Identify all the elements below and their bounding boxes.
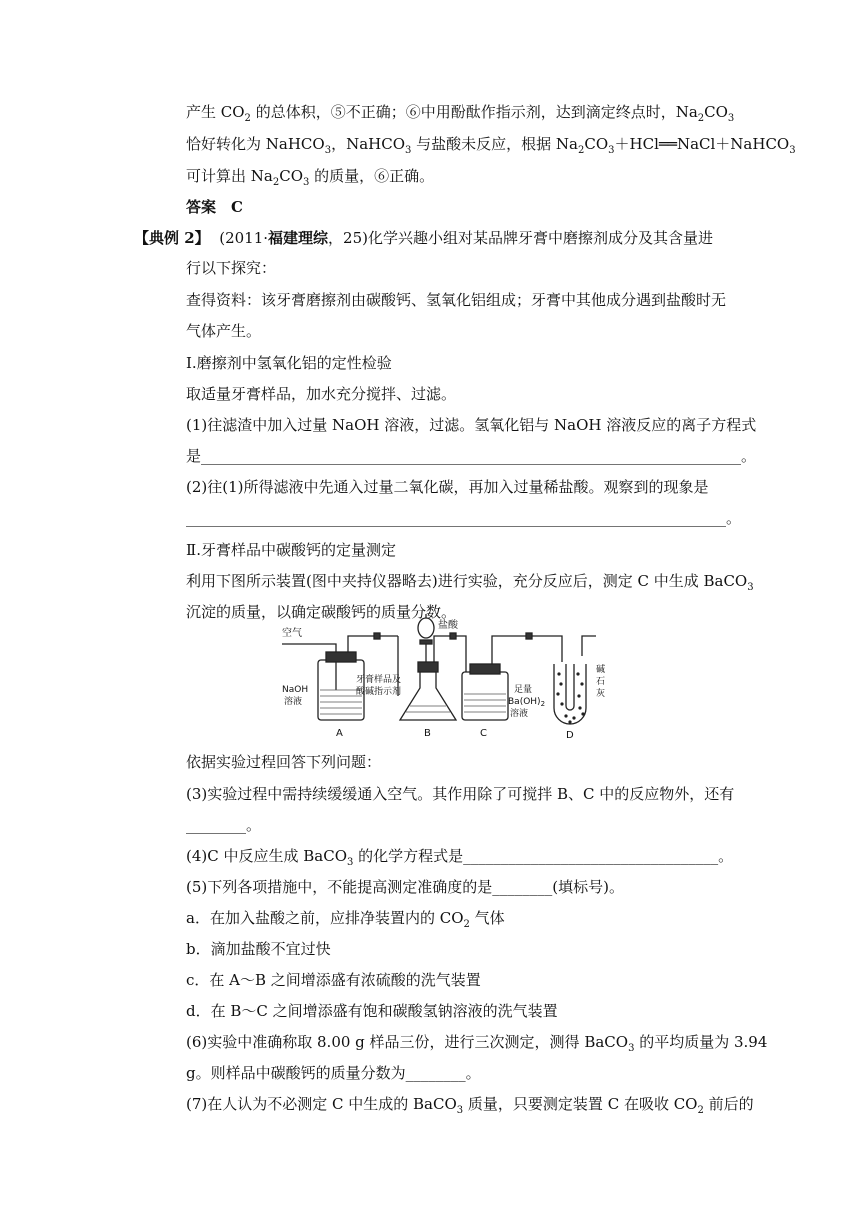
subscript: 3: [303, 177, 310, 188]
text: 的平均质量为 3.94: [634, 1033, 768, 1051]
text: 恰好转化为 NaHCO: [186, 135, 325, 153]
info-line-2: 气体产生。: [186, 322, 262, 340]
text: a．在加入盐酸之前，应排净装置内的 CO: [186, 909, 464, 927]
label-sample: 牙膏样品及: [356, 675, 402, 685]
subscript: 3: [747, 582, 754, 593]
question-3-line-2: ________。: [186, 816, 262, 834]
subscript: 3: [727, 113, 735, 124]
answer: 答案 C: [186, 198, 243, 216]
label-a: A: [336, 728, 343, 739]
text: ，25)化学兴趣小组对某品牌牙膏中磨擦剂成分及其含量进: [328, 229, 713, 247]
text: 的总体积，⑤不正确；⑥中用酚酞作指示剂，达到滴定终点时，Na: [250, 103, 698, 121]
info-line-1: 查得资料：该牙膏磨擦剂由碳酸钙、氢氧化铝组成；牙膏中其他成分遇到盐酸时无: [186, 291, 727, 309]
text: (7)在人认为不必测定 C 中生成的 BaCO: [186, 1095, 457, 1113]
option-b: b．滴加盐酸不宜过快: [186, 940, 331, 958]
example-header: [134, 228, 713, 248]
prev-line-3: [186, 166, 434, 186]
liquid-c: [464, 694, 506, 712]
question-6-line-1: [186, 1032, 767, 1052]
subscript: 3: [628, 1043, 635, 1054]
subscript: 3: [789, 145, 796, 156]
method-line-2: 沉淀的质量，以确定碳酸钙的质量分数。: [186, 603, 457, 621]
prev-line-1: [186, 102, 734, 122]
section-1-title: Ⅰ.磨擦剂中氢氧化铝的定性检验: [186, 354, 392, 372]
text: 利用下图所示装置(图中夹持仪器略去)进行实验，充分反应后，测定 C 中生成 BaCO: [186, 572, 748, 590]
baoh2-sub: 2: [540, 700, 546, 708]
text: CO: [584, 135, 609, 153]
funnel-valve: [420, 640, 432, 644]
question-4: [186, 846, 733, 866]
label-naoh: NaOH: [282, 685, 309, 695]
bottle-a-stopper: [326, 652, 356, 662]
example-line: 行以下探究：: [186, 259, 277, 277]
clamp-ab: [374, 633, 380, 639]
text: 的质量，⑥正确。: [309, 167, 435, 185]
subscript: 2: [697, 1105, 704, 1116]
subscript: 2: [578, 145, 585, 156]
question-7-line-1: [186, 1094, 754, 1114]
air-inlet-tube: [282, 644, 336, 690]
label-b: B: [424, 728, 431, 739]
option-c: c．在 A～B 之间增添盛有浓硫酸的洗气装置: [186, 971, 481, 989]
u-tube-d-inner: [566, 664, 574, 710]
text: 可计算出 Na: [186, 167, 273, 185]
label-air: 空气: [282, 628, 302, 639]
label-c: C: [480, 728, 487, 739]
subscript: 2: [463, 919, 470, 930]
liquid-b: [406, 706, 450, 712]
label-d: D: [566, 730, 574, 741]
question-1-line-1: (1)往滤渣中加入过量 NaOH 溶液，过滤。氢氧化铝与 NaOH 溶液反应的离子方程式: [186, 416, 757, 434]
question-2-line-1: (2)往(1)所得滤液中先通入过量二氧化碳，再加入过量稀盐酸。观察到的现象是: [186, 478, 709, 496]
step-line: 取适量牙膏样品，加水充分搅拌、过滤。: [186, 385, 457, 403]
text: (2011·: [219, 229, 269, 247]
subscript: 3: [405, 145, 412, 156]
question-2-line-2: ________________________________________________________________________。: [186, 509, 742, 527]
baoh2-text: Ba(OH): [508, 697, 541, 707]
subscript: 3: [324, 145, 332, 156]
section-2-title: Ⅱ.牙膏样品中碳酸钙的定量测定: [186, 541, 396, 559]
apparatus-figure: [278, 612, 618, 742]
text: 前后的: [703, 1095, 754, 1113]
subscript: 3: [608, 145, 615, 156]
text: 产生 CO: [186, 103, 245, 121]
label-acid: 盐酸: [438, 620, 458, 631]
subscript: 2: [244, 113, 251, 124]
subscript: 2: [697, 113, 705, 124]
label-baoh2: [508, 697, 545, 708]
text: (6)实验中准确称取 8.00 g 样品三份，进行三次测定，测得 BaCO: [186, 1033, 629, 1051]
clamp-bc: [450, 633, 456, 639]
label-indicator: 酸碱指示剂: [356, 687, 402, 697]
option-a: [186, 908, 505, 928]
subscript: 3: [456, 1105, 464, 1116]
bottle-c: [462, 672, 508, 720]
text: CO: [704, 103, 728, 121]
prev-line-2: [186, 134, 796, 154]
label-naoh-sol: 溶液: [284, 697, 303, 707]
question-6-line-2: g。则样品中碳酸钙的质量分数为________。: [186, 1064, 481, 1082]
text: 与盐酸未反应，根据 Na: [411, 135, 578, 153]
source-name: 福建理综: [268, 229, 329, 247]
clamp-cd: [526, 633, 532, 639]
subscript: 3: [347, 857, 354, 868]
text: (4)C 中反应生成 BaCO: [186, 847, 348, 865]
label-lime-2: 石: [596, 677, 606, 687]
example-tag: 【典例 2】: [134, 229, 210, 247]
liquid-lines: [320, 690, 506, 714]
outlet-tube: [582, 636, 596, 656]
flask-b: [400, 670, 456, 720]
tube-c-d: [492, 636, 562, 664]
label-excess: 足量: [514, 685, 533, 695]
text: ＋HCl══NaCl＋NaHCO: [614, 135, 790, 153]
question-1-line-2: 是________________________________________________________________________。: [186, 447, 757, 465]
after-figure-line: 依据实验过程回答下列问题：: [186, 753, 382, 771]
bottle-c-stopper: [470, 664, 500, 674]
label-ba-sol: 溶液: [510, 709, 529, 719]
tube-a-b: [348, 636, 398, 652]
method-line-1: [186, 571, 754, 591]
text: 的化学方程式是__________________________________。: [353, 847, 734, 865]
flask-b-stopper: [418, 662, 438, 672]
tube-b-c: [434, 636, 466, 672]
dropping-funnel: [418, 618, 434, 638]
text: 气体: [469, 909, 505, 927]
label-lime-3: 灰: [596, 689, 606, 699]
label-lime-1: 碱: [596, 665, 606, 675]
question-3-line-1: (3)实验过程中需持续缓缓通入空气。其作用除了可搅拌 B、C 中的反应物外，还有: [186, 785, 735, 803]
subscript: 2: [272, 177, 280, 188]
text: ，NaHCO: [331, 135, 406, 153]
question-5: (5)下列各项措施中，不能提高测定准确度的是________(填标号)。: [186, 878, 624, 896]
option-d: d．在 B～C 之间增添盛有饱和碳酸氢钠溶液的洗气装置: [186, 1002, 558, 1020]
soda-lime: [556, 672, 584, 723]
text: 质量，只要测定装置 C 在吸收 CO: [463, 1095, 698, 1113]
text: CO: [279, 167, 303, 185]
